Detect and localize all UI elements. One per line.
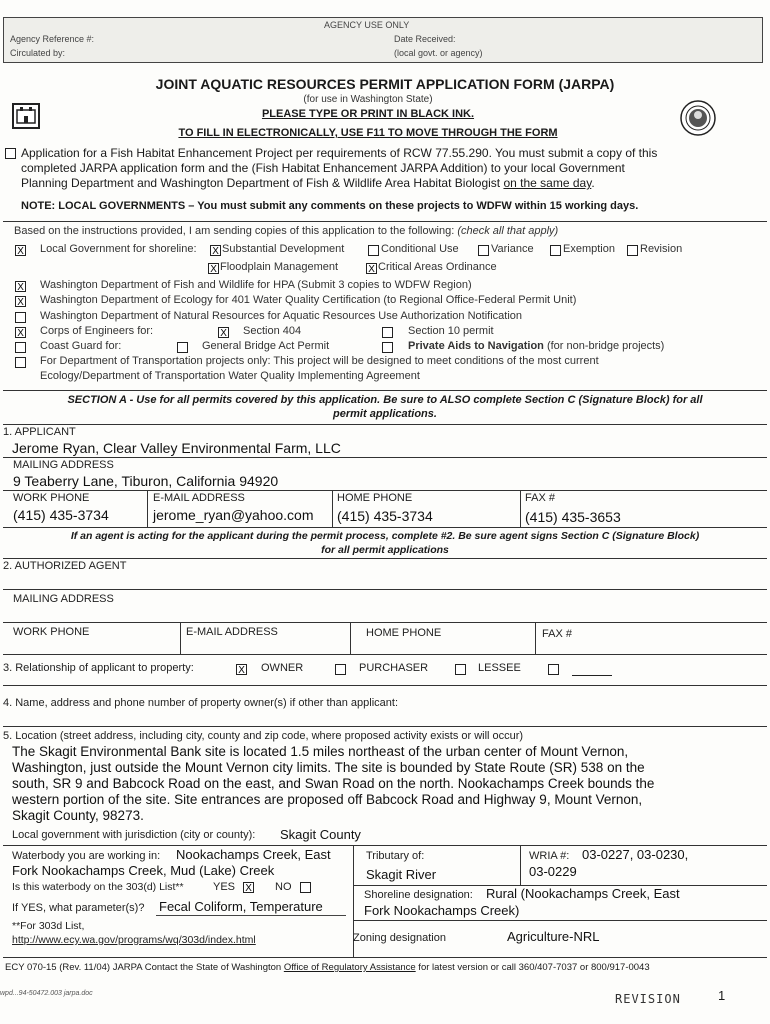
zoning-value[interactable]: Agriculture-NRL [507,929,600,944]
conditional-use-checkbox[interactable] [368,245,379,256]
critical-areas-checkbox[interactable]: X [366,263,377,274]
agent-mailing-label: MAILING ADDRESS [13,593,114,605]
file-path: wpd...94-50472.003 jarpa.doc [0,990,93,997]
exemption-checkbox[interactable] [550,245,561,256]
fish-habitat-text-3a: Planning Department and Washington Department of Fish & Wildlife Area Habitat Biologist [21,176,504,190]
owner-checkbox[interactable]: X [236,664,247,675]
ecy-footer-contact: for latest version or call 360/407-7037 or 800/917-0043 [415,962,650,973]
coast-guard-label: Coast Guard for: [40,340,122,352]
agent-work-label: WORK PHONE [13,626,90,638]
applicant-name[interactable]: Jerome Ryan, Clear Valley Environmental Farm, LLC [12,440,341,456]
tributary-value[interactable]: Skagit River [366,867,437,882]
bridge-act-checkbox[interactable] [177,342,188,353]
fish-habitat-text-1: Application for a Fish Habitat Enhancement Project per requirements of RCW 77.55.290. You must submit a copy of this [21,146,658,160]
waterbody-label: Waterbody you are working in: [12,850,161,862]
parameter-label: If YES, what parameter(s)? [12,902,145,914]
section-a-line-2: permit applications. [333,408,437,420]
instruction-f11: TO FILL IN ELECTRONICALLY, USE F11 TO MOVE THROUGH THE FORM [178,127,558,139]
local-govt-label: (local govt. or agency) [394,48,483,58]
other-relationship-checkbox[interactable] [548,664,559,675]
parameter-underline [156,915,346,916]
location-line-1: The Skagit Environmental Bank site is located 1.5 miles northeast of the urban center of Mount Vernon, [12,744,629,759]
ecy-footer-text: ECY 070-15 (Rev. 11/04) JARPA Contact the State of Washington [5,962,284,973]
wria-value-1[interactable]: 03-0227, 03-0230, [582,847,689,862]
local-gov-label: Local Government for shoreline: [40,243,197,255]
wdfw-label: Washington Department of Fish and Wildlife for HPA (Submit 3 copies to WDFW Region) [40,279,472,291]
shoreline-value-2[interactable]: Fork Nookachamps Creek) [364,903,520,918]
ecology-checkbox[interactable]: X [15,296,26,307]
agency-ref-label: Agency Reference #: [10,34,95,44]
location-label: 5. Location (street address, including city, county and zip code, where proposed activity exists or will occur) [3,730,524,742]
variance-label: Variance [491,243,534,255]
local-gov-checkbox[interactable]: X [15,245,26,256]
work-phone-label: WORK PHONE [13,492,90,504]
form-subtitle: (for use in Washington State) [303,94,433,105]
bridge-act-label: General Bridge Act Permit [202,340,330,352]
page-number: 1 [718,988,726,1003]
corps-label: Corps of Engineers for: [40,325,154,337]
tributary-label: Tributary of: [366,850,425,862]
same-day-underline: on the same day [503,176,592,190]
yes-checkbox[interactable]: X [243,882,254,893]
parameter-value[interactable]: Fecal Coliform, Temperature [159,899,323,914]
form-title: JOINT AQUATIC RESOURCES PERMIT APPLICATION FORM (JARPA) [155,76,615,92]
home-phone-value[interactable]: (415) 435-3734 [337,508,433,524]
fish-habitat-checkbox[interactable] [5,148,16,159]
wria-value-2[interactable]: 03-0229 [529,864,577,879]
applicant-mailing-label: MAILING ADDRESS [13,459,114,471]
location-line-2: Washington, just outside the Mount Vernon city limits. The site is bounded by State Route (SR) 538 on the [12,760,645,775]
circulated-label: Circulated by: [10,48,66,58]
army-corps-logo [12,103,40,129]
ecy-footer [5,962,650,973]
floodplain-label: Floodplain Management [220,261,339,273]
applicant-mailing[interactable]: 9 Teaberry Lane, Tiburon, California 94920 [13,473,279,489]
agent-home-label: HOME PHONE [366,627,442,639]
revision-label: Revision [640,243,683,255]
agency-use-box [3,17,763,63]
relationship-label: 3. Relationship of applicant to property: [3,662,194,674]
date-received-label: Date Received: [394,34,456,44]
dnr-label: Washington Department of Natural Resources for Aquatic Resources Use Authorization Notification [40,310,522,322]
owner-label: OWNER [261,662,304,674]
location-line-3: south, SR 9 and Babcock Road on the east, and Swan Road on the north. Nookachamps Creek bounds the [12,776,655,791]
shoreline-value-1[interactable]: Rural (Nookachamps Creek, East [486,886,680,901]
shoreline-label: Shoreline designation: [364,889,473,901]
private-aids-note: (for non-bridge projects) [543,340,665,352]
location-line-5: Skagit County, 98273. [12,808,144,823]
ecology-label: Washington Department of Ecology for 401 Water Quality Certification (to Regional Office-Federal Permit Unit) [40,294,577,306]
waterbody-value-2[interactable]: Fork Nookachamps Creek, Mud (Lake) Creek [12,863,275,878]
private-aids-bold: Private Aids to Navigation [408,340,544,352]
section-404-checkbox[interactable]: X [218,327,229,338]
agency-box-title: AGENCY USE ONLY [324,20,410,30]
list-303-question: Is this waterbody on the 303(d) List** [12,881,184,893]
agent-note-2: for all permit applications [321,544,449,556]
conditional-use-label: Conditional Use [381,243,459,255]
wria-label: WRIA #: [529,850,570,862]
fish-habitat-text-3 [21,176,761,191]
coast-guard-checkbox[interactable] [15,342,26,353]
no-label: NO [275,881,292,893]
jurisdiction-label: Local government with jurisdiction (city or county): [12,829,256,841]
private-aids-label [408,340,664,352]
agent-note-1: If an agent is acting for the applicant during the permit process, complete #2. Be sure agent signs Section C (Signature Block) [70,530,700,542]
substantial-dev-checkbox[interactable]: X [210,245,221,256]
dnr-checkbox[interactable] [15,312,26,323]
lessee-label: LESSEE [478,662,521,674]
applicant-label: 1. APPLICANT [3,426,76,438]
email-value[interactable]: jerome_ryan@yahoo.com [153,507,314,523]
variance-checkbox[interactable] [478,245,489,256]
agent-email-label: E-MAIL ADDRESS [186,626,278,638]
ora-link[interactable]: Office of Regulatory Assistance [283,962,416,973]
jurisdiction-value[interactable]: Skagit County [280,827,361,842]
purchaser-checkbox[interactable] [335,664,346,675]
work-phone-value[interactable]: (415) 435-3734 [13,507,109,523]
check-all-note: (check all that apply) [457,225,559,237]
exemption-label: Exemption [563,243,615,255]
local-gov-note: NOTE: LOCAL GOVERNMENTS – You must submit any comments on these projects to WDFW within 15 working days. [21,200,639,212]
fax-label: FAX # [525,492,555,504]
dot-line-1: For Department of Transportation projects only: This project will be designed to meet conditions of the most current [40,355,599,367]
for-303-label: **For 303d List, [12,920,85,932]
agent-label: 2. AUTHORIZED AGENT [3,560,127,572]
fish-habitat-period: . [591,176,595,190]
section-10-checkbox[interactable] [382,327,393,338]
revision-checkbox[interactable] [627,245,638,256]
wdfw-checkbox[interactable]: X [15,281,26,292]
section-404-label: Section 404 [243,325,302,337]
section-10-label: Section 10 permit [408,325,494,337]
critical-areas-label: Critical Areas Ordinance [378,261,497,273]
substantial-dev-label: Substantial Development [222,243,345,255]
no-checkbox[interactable] [300,882,311,893]
location-line-4: western portion of the site. Site entrances are proposed off Babcock Road and Highway 9, Mount Vernon, [12,792,643,807]
waterbody-value-1[interactable]: Nookachamps Creek, East [176,847,331,862]
corps-checkbox[interactable]: X [15,327,26,338]
yes-label: YES [213,881,236,893]
owner-info-label: 4. Name, address and phone number of property owner(s) if other than applicant: [3,697,399,709]
agent-fax-label: FAX # [542,628,572,640]
sending-intro-text: Based on the instructions provided, I am sending copies of this application to the following: [14,225,455,237]
washington-state-seal [680,100,716,136]
floodplain-checkbox[interactable]: X [208,263,219,274]
dot-line-2: Ecology/Department of Transportation Water Quality Implementing Agreement [40,370,420,382]
sending-intro [14,225,558,237]
other-relationship-line [572,675,612,676]
section-a-line-1: SECTION A - Use for all permits covered by this application. Be sure to ALSO complete Section C (Signature Block) for all [67,394,703,406]
private-aids-checkbox[interactable] [382,342,393,353]
lessee-checkbox[interactable] [455,664,466,675]
home-phone-label: HOME PHONE [337,492,413,504]
revision-handwritten: REVISION [615,992,681,1006]
ecy-303d-link[interactable]: http://www.ecy.wa.gov/programs/wq/303d/index.html [12,934,256,946]
email-label: E-MAIL ADDRESS [153,492,245,504]
purchaser-label: PURCHASER [359,662,429,674]
fax-value[interactable]: (415) 435-3653 [525,509,621,525]
dot-checkbox[interactable] [15,357,26,368]
zoning-label: Zoning designation [353,932,446,944]
instruction-ink: PLEASE TYPE OR PRINT IN BLACK INK. [261,108,475,120]
fish-habitat-text-2: completed JARPA application form and the (Fish Habitat Enhancement JARPA Addition) to your local Government [21,161,625,175]
location-text[interactable] [12,744,654,824]
